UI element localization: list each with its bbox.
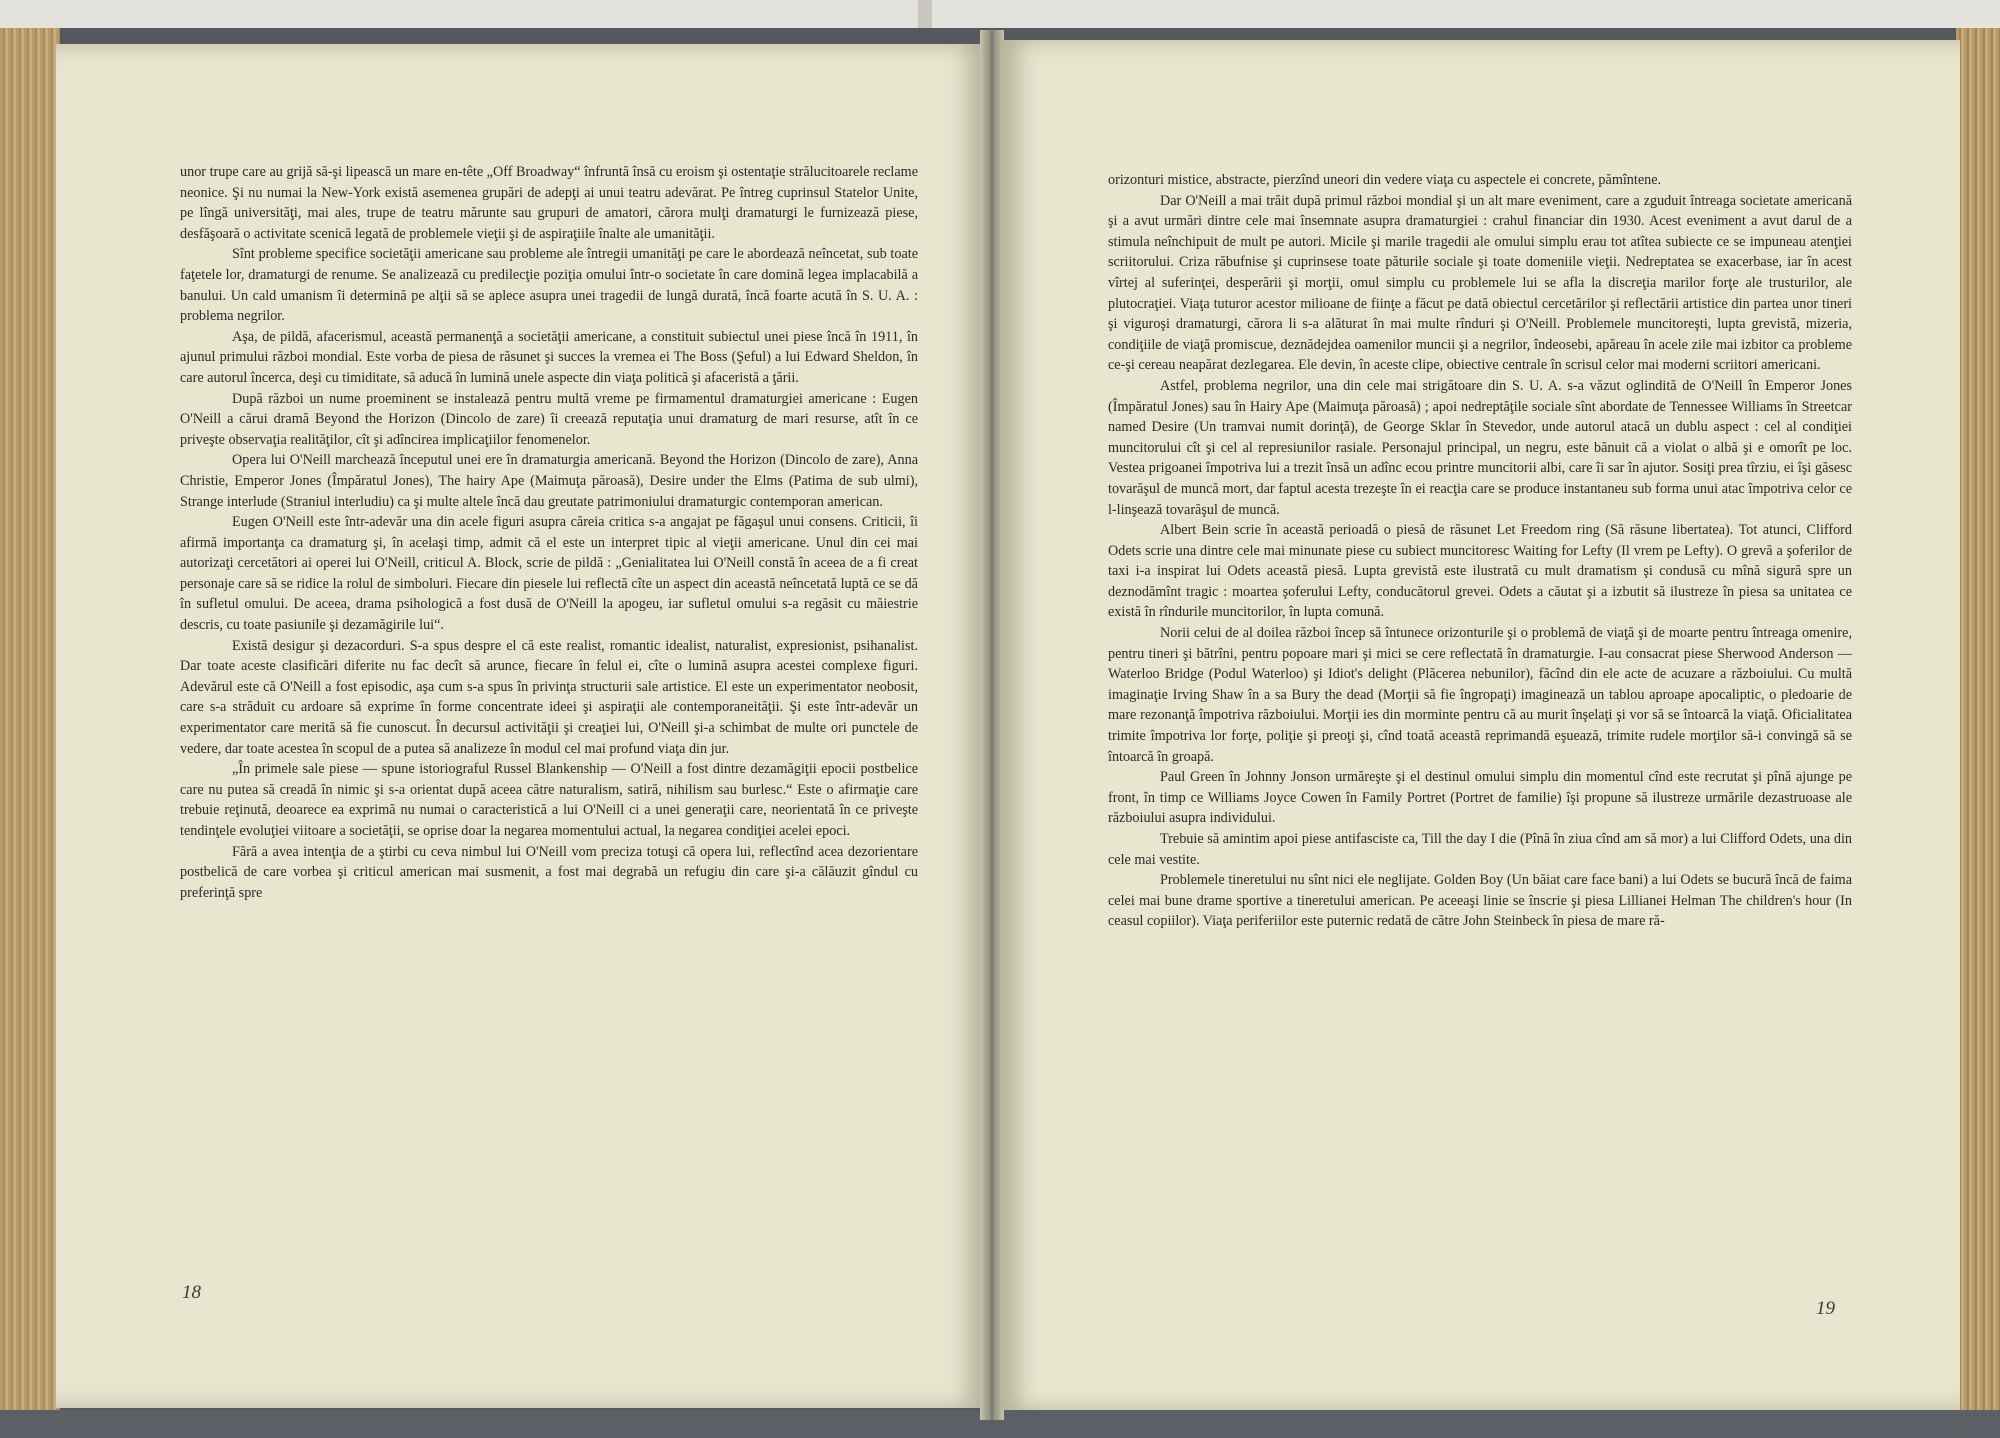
paragraph: Norii celui de al doilea război încep să întunece orizonturile şi o problemă de viaţă şi de moarte pentru întreaga omenire, pentru tineri şi bătrîni, pentru popoare mari şi mici se cere reflectată în dramaturgie. I-au consacrat piese Sherwood Anderson — Waterloo Bridge (Podul Waterloo) şi Idiot's delight (Plăcerea nebunilor), făcînd din ele acte de acuzare a războiului. Cu multă imaginaţie Irving Shaw în a sa Bury the dead (Morţii să fie îngropaţi) imaginează un tablou aproape apocaliptic, o pledoarie de mare rezonanţă împotriva războiului. Morţii ies din morminte pentru că au murit înşelaţi şi vor să se întoarcă la viaţă. Oficialitatea trimite împotriva lor forţe, poliţie şi preoţi şi, cînd toată această reprimandă eşuează, trimite rudele morţilor să-i convingă să se întoarcă în groapă. <box>1108 625 1852 765</box>
paragraph: Albert Bein scrie în această perioadă o piesă de răsunet Let Freedom ring (Să răsune libertatea). Tot atunci, Clifford Odets scrie una dintre cele mai minunate piese cu subiect muncitoresc Waiting for Lefty (Il vrem pe Lefty). O grevă a şoferilor de taxi i-a inspirat lui Odets această piesă. Lupta grevistă este ilustrată cu mult dramatism şi condusă cu mînă sigură spre un deznodămînt tragic : moartea şoferului Lefty, conducătorul grevei. Odets a căutat şi a izbutit să ilustreze în piesa sa unitatea ce există în rîndurile muncitorilor, în lupta comună. <box>1108 522 1852 621</box>
paragraph: După război un nume proeminent se instalează pentru multă vreme pe firmamentul dramaturgiei americane : Eugen O'Neill a cărui dramă Beyond the Horizon (Dincolo de zare) îi creează reputaţia unui dramaturg de mari resurse, atît în ce priveşte observaţia realităţilor, cît şi adîncirea implicaţiilor fenomenelor. <box>180 390 918 448</box>
paragraph: Problemele tineretului nu sînt nici ele neglijate. Golden Boy (Un băiat care face bani) a lui Odets se bucură încă de faima celei mai bune drame sportive a tineretului american. Pe aceeaşi linie se înscrie şi piesa Lillianei Helman The children's hour (In ceasul copiilor). Viaţa periferiilor este puternic redată de către John Steinbeck în piesa de mare ră- <box>1108 872 1852 930</box>
paragraph: Sînt probleme specifice societăţii americane sau probleme ale întregii umanităţi pe care le abordează neîncetat, sub toate faţetele lor, dramaturgi de renume. Se analizează cu predilecţie poziţia omului într-o societate în care domină legea implacabilă a banului. Un cald umanism îi determină pe alţii să se aplece asupra unei tragedii de lungă durată, încă foarte acută în S. U. A. : problema negrilor. <box>180 246 918 325</box>
page-number-left: 18 <box>182 1282 201 1303</box>
paragraph: Există desigur şi dezacorduri. S-a spus despre el că este realist, romantic idealist, naturalist, expresionist, psihanalist. Dar toate aceste clasificări diferite nu fac decît să arunce, fiecare în felul ei, cîte o lumină asupra acestei complexe figuri. Adevărul este că O'Neill a fost episodic, aşa cum s-a spus în privinţa structurii sale artistice. El este un experimentator neobosit, care s-a străduit cu ardoare să exprime în forme concentrate ideei şi aspiraţii ale contemporaneităţii. Şi este într-adevăr un experimentator care merită să fie cunoscut. În decursul activităţii şi creaţiei lui, O'Neill şi-a schimbat de multe ori punctele de vedere, dar toate acestea în scopul de a putea să analizeze în modul cel mai profund viaţa din jur. <box>180 637 918 757</box>
right-page <box>1000 40 1960 1410</box>
paragraph: Paul Green în Johnny Jonson urmăreşte şi el destinul omului simplu din momentul cînd este recrutat şi pînă ajunge pe front, în timp ce Williams Joyce Cowen în Family Portret (Portret de familie) îşi propune să ilustreze urmările dezastruoase ale războiului asupra individului. <box>1108 769 1852 827</box>
book-cover-top <box>0 0 2000 28</box>
paragraph: Aşa, de pildă, afacerismul, această permanenţă a societăţii americane, a constituit subiectul unei piese încă în 1911, în ajunul primului război mondial. Este vorba de piesa de răsunet şi succes la vremea ei The Boss (Şeful) a lui Edward Sheldon, în care autorul încerca, deşi cu timiditate, să aducă în lumină unele aspecte din viaţa politică şi afaceristă a ţării. <box>180 328 918 386</box>
right-page-text <box>1108 170 1852 932</box>
left-page <box>56 44 986 1408</box>
left-page-text <box>180 162 918 903</box>
paragraph: Astfel, problema negrilor, una din cele mai strigătoare din S. U. A. s-a văzut oglindită de O'Neill în Emperor Jones (Împăratul Jones) sau în Hairy Ape (Maimuţa păroasă) ; apoi nedreptăţile sociale sînt abordate de Tennessee Williams în Streetcar named Desire (Un tramvai numit dorinţă), de George Sklar în Stevedor, unde autorul atacă un dublu aspect : cel al condiţiei muncitorului cît şi cel al represiunilor rasiale. Personajul principal, un negru, este bănuit că a violat o albă şi e omorît pe loc. Vestea prigoanei împotriva lui a trezit însă un adînc ecou printre muncitorii albi, care îi sar în ajutor. Sosiţi prea tîrziu, ei îşi găsesc tovarăşul de muncă mort, dar faptul acesta trezeşte în ei reacţia care se produce instantaneu sub forma unui atac împotriva celor ce l-linşează tovarăşul de muncă. <box>1108 377 1852 518</box>
paragraph: orizonturi mistice, abstracte, pierzînd uneori din vedere viaţa cu aspectele ei concrete, pămîntene. <box>1108 172 1662 188</box>
cover-seam <box>918 0 932 28</box>
paragraph: Opera lui O'Neill marchează începutul unei ere în dramaturgia americană. Beyond the Horizon (Dincolo de zare), Anna Christie, Emperor Jones (Împăratul Jones), The hairy Ape (Maimuţa păroasă), Desire under the Elms (Patima de sub ulmi), Strange interlude (Straniul interludiu) ca şi multe altele încă dau greutate patrimoniului dramaturgic contemporan american. <box>180 452 918 510</box>
paragraph: Trebuie să amintim apoi piese antifasciste ca, Till the day I die (Pînă în ziua cînd am să mor) a lui Clifford Odets, una din cele mai vestite. <box>1108 831 1852 868</box>
page-edges-right <box>1956 28 2000 1428</box>
paragraph: Eugen O'Neill este într-adevăr una din acele figuri asupra căreia critica s-a angajat pe făgaşul unui consens. Criticii, îi afirmă importanţa ca dramaturg şi, în acelaşi timp, admit că el este un interpret tipic al vieţii americane. Unul din cei mai autorizaţi cercetători ai operei lui O'Neill, criticul A. Block, scrie de pildă : „Genialitatea lui O'Neill constă în aceea de a fi creat personaje care să se ridice la rolul de simboluri. Fiecare din piesele lui reflectă cîte un aspect din această neîncetată luptă ce se dă în sufletul omului. De aceea, drama psihologică a fost dusă de O'Neill la apogeu, iar sufletul omului s-a regăsit cu măiestrie descris, cu toate pasiunile şi dezamăgirile lui“. <box>180 514 918 634</box>
page-edges-left <box>0 28 60 1428</box>
page-number-right: 19 <box>1816 1298 1835 1319</box>
paragraph: unor trupe care au grijă să-şi lipească un mare en-tête „Off Broadway“ înfruntă însă cu eroism şi ostentaţie strălucitoarele reclame neonice. Şi nu numai la New-York există asemenea grupări de adepţi ai unui teatru adevărat. Pe întreg cuprinsul Statelor Unite, pe lîngă universităţi, mai ales, trupe de teatru mărunte sau grupuri de amatori, cărora mulţi dramaturgi le furnizează piese, desfăşoară o activitate scenică legată de problemele vieţii şi de aspiraţiile înalte ale umanităţii. <box>180 164 918 242</box>
paragraph: „În primele sale piese — spune istoriograful Russel Blankenship — O'Neill a fost dintre dezamăgiţii epocii postbelice care nu putea să creadă în nimic şi s-a orientat după aceea către naturalism, satiră, nihilism sau burlesc.“ Este o afirmaţie care trebuie reţinută, deoarece ea exprimă nu numai o caracteristică a lui O'Neill ci a unei generaţii care, neorientată în ce priveşte tendinţele evoluţiei viitoare a societăţii, se oprise doar la negarea momentului actual, la negarea condiţiei acelei epoci. <box>180 761 918 839</box>
paragraph: Dar O'Neill a mai trăit după primul război mondial şi un alt mare eveniment, care a zguduit întreaga societate americană şi a avut urmări dintre cele mai însemnate asupra dramaturgiei : crahul financiar din 1930. Acest eveniment a avut darul de a stimula neînchipuit de mult pe autori. Micile şi marile tragedii ale omului simplu erau tot atîtea subiecte ce se impuneau atenţiei scriitorului. Criza răbufnise şi cuprinsese toate păturile sociale şi toate domeniile vieţii. Nedreptatea se exacerbase, iar în acest vîrtej al suferinţei, desperării şi morţii, omul simplu cu problemele lui se afla la discreţia marilor forţe ale trusturilor, ale plutocraţiei. Viaţa tuturor acestor milioane de fiinţe a făcut pe dată obiectul cercetărilor şi reflectării artistice din partea unor tineri şi viguroşi dramaturgi, cărora li s-a alăturat în mai multe rînduri şi O'Neill. Problemele muncitoreşti, lupta grevistă, mizeria, condiţiile de viaţă promiscue, deznădejdea oamenilor muncii şi a negrilor, îndeosebi, apăreau în acele zile mai izbitor ca probleme ce-şi cereau neapărat dezlegarea. Ele devin, în aceste clipe, obiective centrale în scrisul celor mai moderni scriitori americani. <box>1108 192 1852 374</box>
paragraph: Fără a avea intenţia de a ştirbi cu ceva nimbul lui O'Neill vom preciza totuşi că opera lui, reflectînd acea dezorientare postbelică de care vorbea şi criticul american mai susmenit, a fost mai degrabă un refugiu din care şi-a călăuzit gîndul cu preferinţă spre <box>180 843 918 901</box>
